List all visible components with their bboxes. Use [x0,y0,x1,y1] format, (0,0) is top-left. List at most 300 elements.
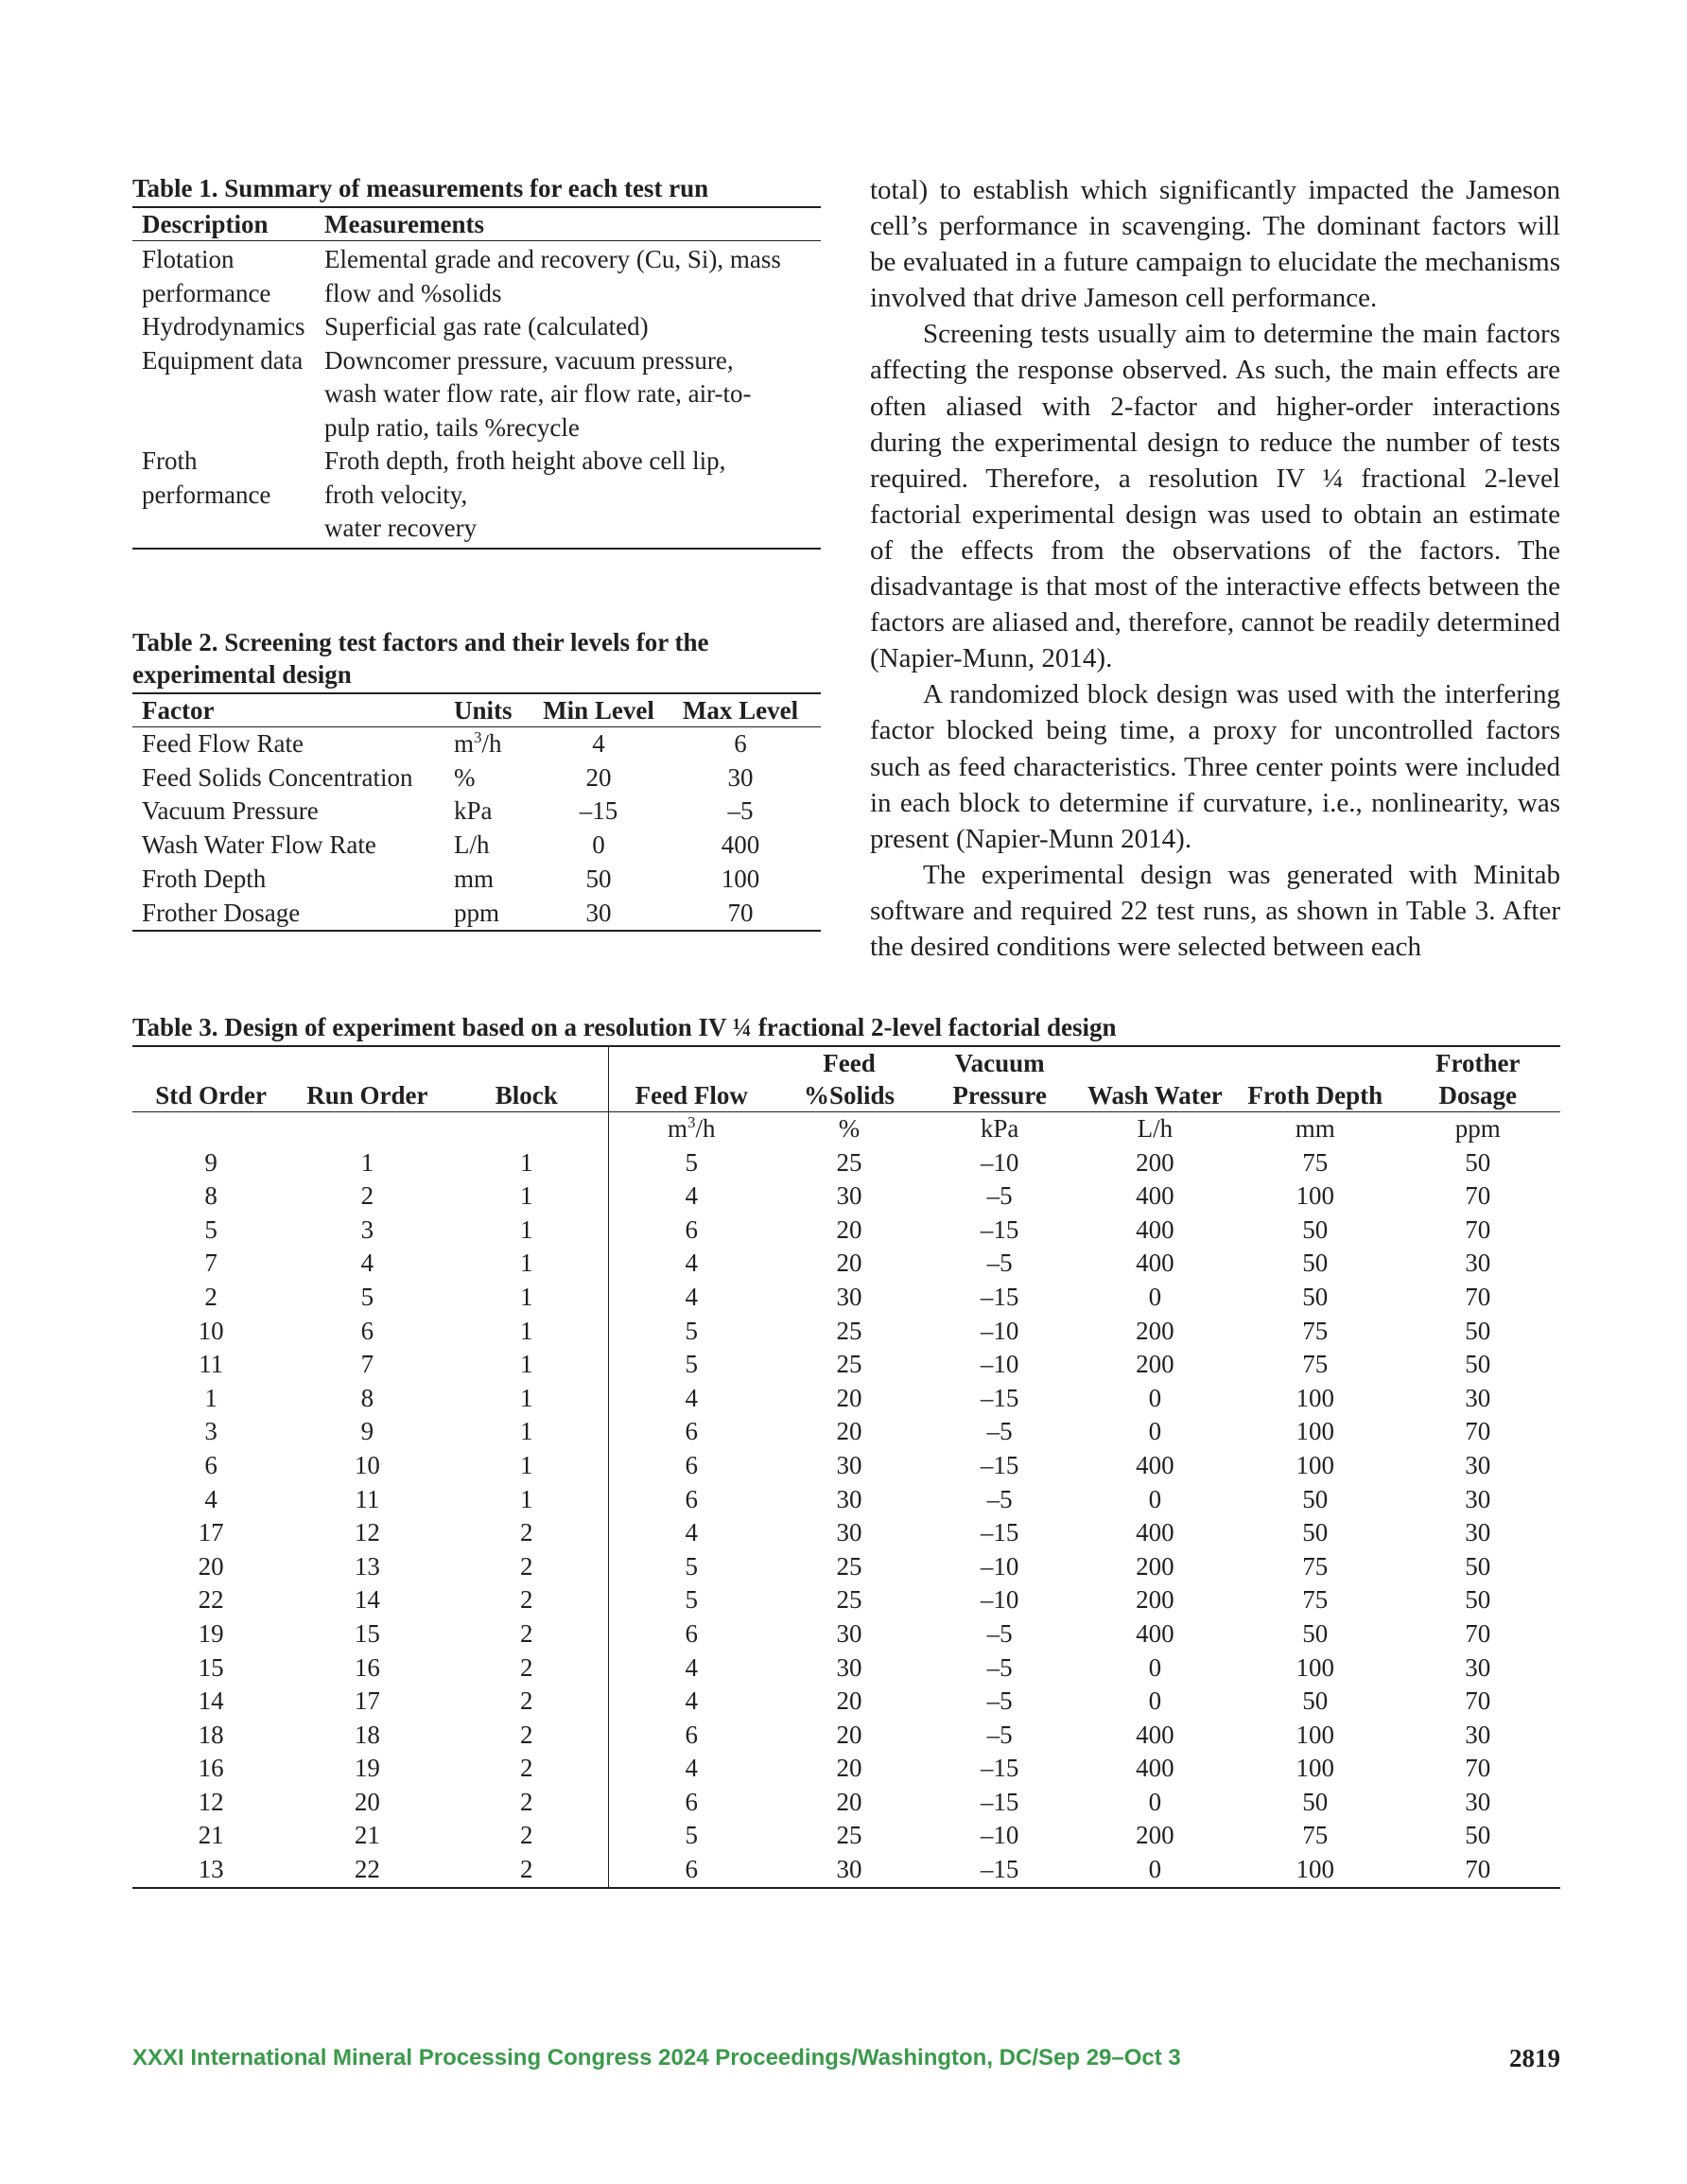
table-cell: –15 [980,1787,1019,1816]
unit-solids: % [838,1114,861,1143]
table-row [132,1382,1560,1416]
table2-header-min: Min Level [537,693,660,727]
cell-max: –5 [727,796,754,826]
cell-factor: Feed Flow Rate [142,729,304,758]
table-cell: 2 [519,1618,533,1648]
table3-block [132,1011,1560,1889]
table-cell: 1 [204,1383,217,1412]
table-cell: 25 [836,1821,862,1850]
table3-header-top [132,1046,289,1079]
table-row [132,1685,1560,1719]
table-cell: 5 [608,1583,774,1617]
table-cell: 70 [1465,1181,1491,1211]
table-cell: 30 [836,1652,862,1682]
table-cell: 10 [354,1450,380,1479]
table-cell: 2 [519,1686,533,1716]
cell-meas: Froth depth, froth height above cell lip, [324,446,726,475]
table-cell: 8 [360,1383,374,1412]
cell-desc: Hydrodynamics [142,312,305,341]
table-cell: 70 [1465,1754,1491,1783]
table-cell: 25 [836,1350,862,1379]
table-cell: 17 [198,1518,224,1547]
cell-max: 400 [721,830,760,860]
table-row [132,1719,1560,1753]
table-cell: 400 [1136,1720,1174,1749]
table-cell: 30 [836,1282,862,1311]
table-row [132,1752,1560,1786]
table-cell: 19 [354,1754,380,1783]
table-cell: 25 [836,1316,862,1345]
table-row [132,1146,1560,1180]
cell-min: 4 [592,729,605,758]
unit-tail: /h [481,729,502,758]
table-cell: 20 [836,1417,862,1446]
cell-max: 70 [727,898,754,927]
table-row [132,1179,1560,1214]
table-cell: 1 [519,1249,533,1278]
table-cell: 4 [608,1516,774,1550]
table3-header-top [289,1046,444,1079]
cell-max: 30 [727,762,754,792]
cell-desc: performance [142,278,271,307]
table1-header-description: Description [132,207,324,241]
table-cell: 4 [608,1247,774,1281]
table-cell: –5 [986,1181,1013,1211]
table3-header-run-order: Run Order [289,1079,444,1112]
table1-caption: Table 1. Summary of measurements for each test run [132,174,709,202]
table-row [132,897,821,932]
unit-sup: 3 [474,728,482,746]
table-cell: 2 [519,1787,533,1816]
table3-header-top [1235,1046,1395,1079]
table-cell: 75 [1302,1585,1329,1615]
table3-header-top [445,1046,609,1079]
table-cell: 5 [360,1282,374,1311]
table-cell: 0 [1148,1282,1162,1311]
table-cell: 5 [608,1819,774,1853]
body-paragraph: Screening tests usually aim to determine the main factors affecting the response observed. As such, the main effects are often aliased with 2-factor and higher-order interactions during the experimental design to reduce the number of tests required. Therefore, a resolution IV ¼ fractional 2-level factorial experimental design was used to obtain an estimate of the effects from the observations of the factors. The disadvantage is that most of the interactive effects between the factors are aliased and, therefore, cannot be readily determined (Napier-Munn, 2014). [870,319,1560,674]
table-cell: 200 [1136,1551,1174,1581]
table-cell: 200 [1136,1316,1174,1345]
cell-meas: Elemental grade and recovery (Cu, Si), mass [324,245,781,273]
table-cell: 75 [1302,1821,1329,1850]
cell-meas: pulp ratio, tails %recycle [324,412,580,442]
table3-header-froth-depth: Froth Depth [1235,1079,1395,1112]
table-cell: 30 [1465,1450,1491,1479]
table-cell: 20 [836,1383,862,1412]
table-cell: 0 [1148,1652,1162,1682]
page-number: 2819 [1509,2044,1560,2072]
table-row [132,1583,1560,1617]
table-cell: 70 [1465,1214,1491,1244]
table-cell: 16 [198,1754,224,1783]
table1-block [132,172,821,550]
body-text-column [870,172,1560,965]
table-cell: 100 [1296,1450,1334,1479]
table-cell: 70 [1465,1855,1491,1884]
cell-min: 30 [585,898,612,927]
table-cell: 70 [1465,1618,1491,1648]
table-row [132,1550,1560,1584]
table-cell: 4 [608,1685,774,1719]
cell-factor: Froth Depth [142,864,267,893]
table-cell: 14 [354,1585,380,1615]
table-row [132,310,821,344]
table-cell: 1 [519,1450,533,1479]
table-cell: 50 [1302,1518,1329,1547]
table-cell: –15 [980,1855,1019,1884]
table-cell: 7 [204,1249,217,1278]
table-cell: 4 [204,1484,217,1513]
table2-header-max: Max Level [660,693,821,727]
cell-meas: water recovery [324,514,478,542]
table3-header-top: Feed [823,1049,876,1077]
table-cell: 6 [608,1853,774,1888]
table-cell: 6 [608,1786,774,1820]
table3-header-pressure: Pressure [925,1079,1075,1112]
page-footer [132,2039,1560,2077]
table-row [132,1449,1560,1483]
cell-units: ppm [454,898,500,927]
table-cell: 50 [1465,1316,1491,1345]
table-row [132,1247,1560,1281]
conference-footer: XXXI International Mineral Processing Congress 2024 Proceedings/Washington, DC/Sep 29–Oct 3 [132,2045,1181,2070]
table-cell: 6 [608,1483,774,1517]
table-cell: 30 [836,1484,862,1513]
table-cell: 1 [519,1350,533,1379]
table-cell: 75 [1302,1147,1329,1177]
table-cell: 400 [1136,1618,1174,1648]
table-cell: 21 [354,1821,380,1850]
table-cell: 100 [1296,1417,1334,1446]
table-cell: 0 [1148,1686,1162,1716]
table-cell: –15 [980,1383,1019,1412]
table3-caption: Table 3. Design of experiment based on a resolution IV ¼ fractional 2-level factorial design [132,1013,1117,1041]
table-cell: 12 [354,1518,380,1547]
table3 [132,1045,1560,1889]
table3-header-solids: %Solids [774,1079,924,1112]
table-cell: –10 [980,1350,1019,1379]
table-cell: 9 [360,1417,374,1446]
cell-desc: Froth [142,446,198,475]
table-cell: 2 [519,1585,533,1615]
table-row [132,241,821,311]
table-cell: 5 [204,1214,217,1244]
table-cell: 2 [519,1652,533,1682]
table-cell: 30 [836,1855,862,1884]
table-cell: –15 [980,1450,1019,1479]
table-cell: 200 [1136,1350,1174,1379]
table-cell: 4 [360,1249,374,1278]
table-cell: 10 [198,1316,224,1345]
table-cell: 200 [1136,1821,1174,1850]
table-cell: 6 [204,1450,217,1479]
table-cell: 50 [1302,1686,1329,1716]
table-cell: 4 [608,1382,774,1416]
table-cell: 2 [519,1754,533,1783]
cell-meas: wash water flow rate, air flow rate, air-to- [324,379,752,408]
table-cell: 30 [1465,1383,1491,1412]
table-row [132,1348,1560,1382]
table-cell: 30 [836,1450,862,1479]
table-cell: 50 [1302,1282,1329,1311]
table-cell: 50 [1302,1618,1329,1648]
table-cell: 11 [199,1350,224,1379]
table-row [132,344,821,446]
table-cell: 3 [204,1417,217,1446]
table-cell: 2 [519,1855,533,1884]
table-cell: 17 [354,1686,380,1716]
table-cell: 3 [360,1214,374,1244]
body-paragraph: The experimental design was generated with Minitab software and required 22 test runs, as shown in Table 3. After the desired conditions were selected between each [870,859,1560,962]
table-cell: –5 [986,1686,1013,1716]
table-cell: 70 [1465,1686,1491,1716]
cell-units: mm [454,864,495,893]
table-cell: 1 [519,1181,533,1211]
table-cell: 20 [836,1214,862,1244]
table-cell: –10 [980,1585,1019,1615]
table-row [132,1516,1560,1550]
unit-wash: L/h [1137,1114,1174,1143]
table-cell: 400 [1136,1181,1174,1211]
body-paragraph: A randomized block design was used with the interfering factor blocked being time, a proxy for uncontrolled factors such as feed characteristics. Three center points were included in each block to determine if curvature, i.e., nonlinearity, was present (Napier-Munn 2014). [870,679,1560,854]
table-cell: 50 [1465,1551,1491,1581]
table-row [132,1281,1560,1315]
table-cell: 50 [1302,1484,1329,1513]
table-cell: 6 [608,1415,774,1449]
table-cell: –5 [986,1720,1013,1749]
table-cell: 200 [1136,1585,1174,1615]
table-cell: 4 [608,1651,774,1686]
table-cell: 30 [836,1181,862,1211]
table-cell: 1 [519,1214,533,1244]
table-cell: 14 [198,1686,224,1716]
unit-base: m [667,1114,687,1143]
table-cell: 4 [608,1752,774,1786]
cell-desc: performance [142,480,271,509]
table-cell: 0 [1148,1417,1162,1446]
table-cell: 30 [1465,1787,1491,1816]
table-cell: 1 [519,1147,533,1177]
table-cell: 75 [1302,1316,1329,1345]
table2 [132,692,821,932]
table-cell: 30 [1465,1484,1491,1513]
table-cell: 11 [355,1484,380,1513]
cell-desc: Equipment data [142,345,304,375]
table-cell: 22 [198,1585,224,1615]
table-cell: 30 [1465,1518,1491,1547]
table-cell: 18 [354,1720,380,1749]
table-cell: 25 [836,1147,862,1177]
table-cell: 100 [1296,1652,1334,1682]
cell-units: kPa [454,796,493,826]
table-cell: 20 [198,1551,224,1581]
table3-header-top: Frother [1435,1049,1521,1077]
cell-min: –15 [579,796,618,826]
table-cell: 70 [1465,1417,1491,1446]
table-cell: –5 [986,1484,1013,1513]
cell-factor: Feed Solids Concentration [142,762,413,792]
unit-base: m [454,729,475,758]
unit-sup: 3 [687,1113,696,1131]
table-cell: 19 [198,1618,224,1648]
unit-vacuum: kPa [980,1114,1019,1143]
unit-tail: /h [695,1114,716,1143]
table1-header-measurements: Measurements [324,207,821,241]
table-cell: 6 [608,1449,774,1483]
table-cell: 1 [519,1484,533,1513]
table-cell: 6 [608,1617,774,1651]
table-cell: 20 [836,1720,862,1749]
table-row [132,1415,1560,1449]
cell-factor: Frother Dosage [142,898,301,927]
table-cell: 100 [1296,1383,1334,1412]
table-cell: 0 [1148,1787,1162,1816]
table-cell: 100 [1296,1855,1334,1884]
table-cell: 6 [608,1719,774,1753]
table-cell: –15 [980,1754,1019,1783]
table-row [132,1617,1560,1651]
table1 [132,206,821,550]
table-cell: 400 [1136,1754,1174,1783]
table-cell: 50 [1465,1821,1491,1850]
table-cell: 7 [360,1350,374,1379]
table-row [132,1315,1560,1349]
table-cell: 20 [354,1787,380,1816]
table-cell: 400 [1136,1450,1174,1479]
table-cell: 50 [1465,1147,1491,1177]
table-cell: 9 [204,1147,217,1177]
cell-min: 0 [592,830,605,860]
table-cell: 25 [836,1585,862,1615]
table-cell: 13 [198,1855,224,1884]
cell-meas: flow and %solids [324,278,502,307]
table-cell: 50 [1465,1350,1491,1379]
table2-header-factor: Factor [132,693,454,727]
table-row [132,761,821,795]
cell-factor: Vacuum Pressure [142,796,319,826]
table-cell: 6 [360,1316,374,1345]
table-cell: 6 [608,1214,774,1248]
table-cell: –5 [986,1618,1013,1648]
table-cell: 2 [519,1551,533,1581]
table-cell: 30 [1465,1720,1491,1749]
table-cell: 20 [836,1249,862,1278]
table-cell: 75 [1302,1350,1329,1379]
cell-units: % [454,762,476,792]
table-cell: 20 [836,1686,862,1716]
cell-units [454,727,537,761]
cell-meas: Downcomer pressure, vacuum pressure, [324,345,734,375]
table-cell: –5 [986,1417,1013,1446]
table-cell: –5 [986,1652,1013,1682]
table-cell: 20 [836,1787,862,1816]
table-cell: 1 [519,1282,533,1311]
table-cell: 70 [1465,1282,1491,1311]
table3-header-top: Vacuum [954,1049,1045,1077]
cell-units: L/h [454,830,490,860]
table-cell: 2 [519,1518,533,1547]
unit-dosage: ppm [1454,1114,1501,1143]
table-cell: 5 [608,1348,774,1382]
table-cell: –10 [980,1147,1019,1177]
table-cell: 5 [608,1315,774,1349]
table-cell: 2 [204,1282,217,1311]
table-cell: 30 [836,1518,862,1547]
table2-block [132,626,821,932]
table-row [132,863,821,897]
table-cell: –15 [980,1282,1019,1311]
cell-max: 6 [734,729,747,758]
cell-min: 20 [585,762,612,792]
table-cell: 5 [608,1146,774,1180]
table-cell: 30 [1465,1249,1491,1278]
cell-min: 50 [585,864,612,893]
table-cell: 15 [354,1618,380,1648]
unit-froth: mm [1295,1114,1335,1143]
cell-factor: Wash Water Flow Rate [142,830,376,860]
table-cell: 1 [519,1383,533,1412]
table-cell: –10 [980,1551,1019,1581]
table-cell: 2 [519,1821,533,1850]
table-cell: 16 [354,1652,380,1682]
table-cell: 5 [608,1550,774,1584]
table-cell: 20 [836,1754,862,1783]
table3-header-wash-water: Wash Water [1075,1079,1235,1112]
body-paragraph: total) to establish which significantly impacted the Jameson cell’s performance in scavenging. The dominant factors will be evaluated in a future campaign to elucidate the mechanisms involved that drive Jameson cell performance. [870,175,1560,314]
table-cell: 50 [1302,1787,1329,1816]
table-cell: –10 [980,1821,1019,1850]
table-row [132,727,821,761]
table-cell: 18 [198,1720,224,1749]
table-row [132,1214,1560,1248]
cell-meas: froth velocity, [324,480,468,509]
table3-header-top [1075,1046,1235,1079]
table-cell: 4 [608,1281,774,1315]
table-cell: 1 [519,1316,533,1345]
unit-feed-flow [608,1112,774,1146]
table-cell: –15 [980,1518,1019,1547]
table-cell: 0 [1148,1383,1162,1412]
table-cell: 100 [1296,1720,1334,1749]
table-cell: 50 [1465,1585,1491,1615]
table2-header-units: Units [454,693,537,727]
table3-header-block: Block [445,1079,609,1112]
table-row [132,1853,1560,1888]
table-row [132,1483,1560,1517]
table3-header-feed-flow: Feed Flow [608,1079,774,1112]
table-cell: 0 [1148,1484,1162,1513]
table-cell: 50 [1302,1214,1329,1244]
table-cell: 400 [1136,1518,1174,1547]
table-cell: 200 [1136,1147,1174,1177]
table-row [132,1819,1560,1853]
table-cell: 100 [1296,1754,1334,1783]
cell-desc: Flotation [142,245,235,273]
table-cell: 2 [360,1181,374,1211]
table-cell: 22 [354,1855,380,1884]
table-cell: 0 [1148,1855,1162,1884]
table3-header-std-order: Std Order [132,1079,289,1112]
table-cell: 1 [519,1417,533,1446]
table-cell: 400 [1136,1214,1174,1244]
table-cell: 21 [198,1821,224,1850]
table-cell: –10 [980,1316,1019,1345]
cell-meas: Superficial gas rate (calculated) [324,312,649,341]
table3-units-row [132,1112,1560,1146]
table3-header-dosage: Dosage [1395,1079,1560,1112]
table-cell: 30 [1465,1652,1491,1682]
